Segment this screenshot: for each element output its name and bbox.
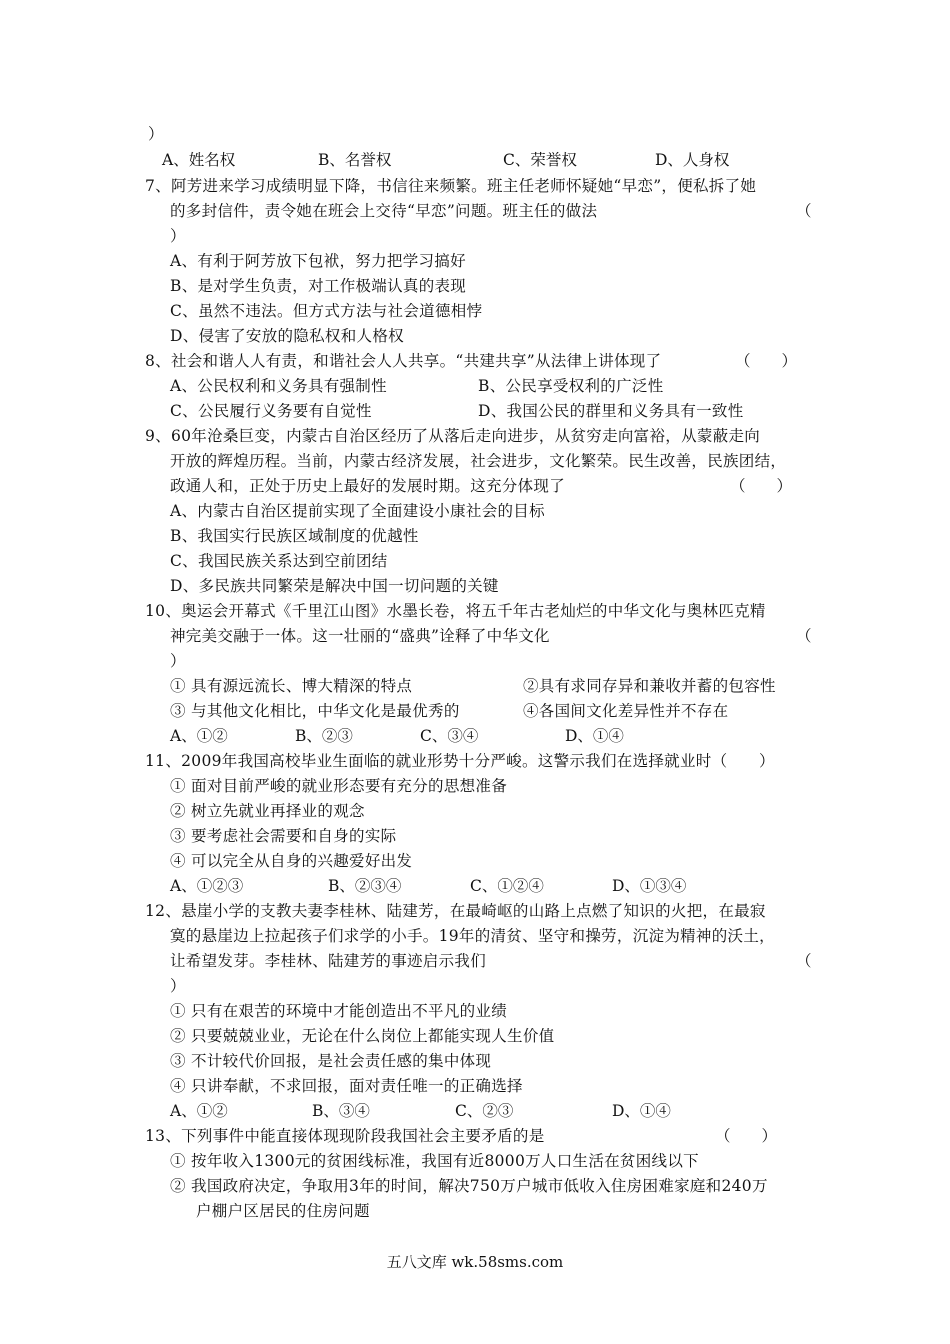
q10-option-c: C、③④ xyxy=(420,727,479,745)
q11-item-2: ② 树立先就业再择业的观念 xyxy=(170,802,365,820)
q11-option-a: A、①②③ xyxy=(170,877,244,895)
q12-item-3: ③ 不计较代价回报，是社会责任感的集中体现 xyxy=(170,1052,492,1070)
q9-line-3: 政通人和，正处于历史上最好的发展时期。这充分体现了 xyxy=(170,477,566,495)
q11-line-1: 11、2009年我国高校毕业生面临的就业形势十分严峻。这警示我们在选择就业时（ ） xyxy=(145,752,775,770)
q12-open-paren: （ xyxy=(796,952,812,970)
page-footer: 五八文库 wk.58sms.com xyxy=(386,1253,564,1271)
q9-paren: （ ） xyxy=(730,477,793,495)
q8-option-c: C、公民履行义务要有自觉性 xyxy=(170,402,372,420)
q9-option-d: D、多民族共同繁荣是解决中国一切问题的关键 xyxy=(170,577,499,595)
q10-close-paren: ） xyxy=(170,652,186,670)
q11-item-1: ① 面对目前严峻的就业形态要有充分的思想准备 xyxy=(170,777,508,795)
q12-close-paren: ） xyxy=(170,977,186,995)
q11-option-b: B、②③④ xyxy=(328,877,402,895)
q8-paren: （ ） xyxy=(735,352,798,370)
q6-option-b: B、名誉权 xyxy=(318,151,392,169)
q9-option-b: B、我国实行民族区域制度的优越性 xyxy=(170,527,419,545)
q13-paren: （ ） xyxy=(715,1127,778,1145)
q6-close-paren: ） xyxy=(148,125,164,143)
q12-item-1: ① 只有在艰苦的环境中才能创造出不平凡的业绩 xyxy=(170,1002,508,1020)
q13-item-2: ② 我国政府决定，争取用3年的时间，解决750万户城市低收入住房困难家庭和240万 xyxy=(170,1177,768,1195)
q6-option-d: D、人身权 xyxy=(655,151,730,169)
q12-option-d: D、①④ xyxy=(612,1102,671,1120)
q10-option-a: A、①② xyxy=(170,727,228,745)
q12-item-2: ② 只要兢兢业业，无论在什么岗位上都能实现人生价值 xyxy=(170,1027,555,1045)
q8-option-b: B、公民享受权利的广泛性 xyxy=(478,377,664,395)
q9-option-c: C、我国民族关系达到空前团结 xyxy=(170,552,388,570)
q9-line-1: 9、60年沧桑巨变，内蒙古自治区经历了从落后走向进步，从贫穷走向富裕，从蒙蔽走向 xyxy=(145,427,761,445)
q10-item-3: ③ 与其他文化相比，中华文化是最优秀的 xyxy=(170,702,460,720)
q8-option-d: D、我国公民的群里和义务具有一致性 xyxy=(478,402,744,420)
q12-item-4: ④ 只讲奉献，不求回报，面对责任唯一的正确选择 xyxy=(170,1077,523,1095)
q10-item-2: ②具有求同存异和兼收并蓄的包容性 xyxy=(523,677,776,695)
q12-option-c: C、②③ xyxy=(455,1102,514,1120)
q8-line-1: 8、社会和谐人人有责，和谐社会人人共享。“共建共享”从法律上讲体现了 xyxy=(145,352,662,370)
q10-item-1: ① 具有源远流长、博大精深的特点 xyxy=(170,677,413,695)
q6-option-a: A、姓名权 xyxy=(162,151,236,169)
q7-option-b: B、是对学生负责，对工作极端认真的表现 xyxy=(170,277,467,295)
q10-line-1: 10、奥运会开幕式《千里江山图》水墨长卷，将五千年古老灿烂的中华文化与奥林匹克精 xyxy=(145,602,766,620)
q7-close-paren: ） xyxy=(170,227,186,245)
q13-item-2-continued: 户棚户区居民的住房问题 xyxy=(196,1202,370,1220)
q12-line-1: 12、悬崖小学的支教夫妻李桂林、陆建芳，在最崎岖的山路上点燃了知识的火把，在最寂 xyxy=(145,902,766,920)
q7-option-c: C、虽然不违法。但方式方法与社会道德相悖 xyxy=(170,302,483,320)
q7-open-paren: （ xyxy=(796,202,812,220)
q12-line-3: 让希望发芽。李桂林、陆建芳的事迹启示我们 xyxy=(170,952,487,970)
q9-option-a: A、内蒙古自治区提前实现了全面建设小康社会的目标 xyxy=(170,502,545,520)
q13-line-1: 13、下列事件中能直接体现现阶段我国社会主要矛盾的是 xyxy=(145,1127,545,1145)
q12-option-a: A、①② xyxy=(170,1102,228,1120)
q12-line-2: 寞的悬崖边上拉起孩子们求学的小手。19年的清贫、坚守和操劳，沉淀为精神的沃土， xyxy=(170,927,775,945)
q6-option-c: C、荣誉权 xyxy=(503,151,577,169)
q7-option-d: D、侵害了安放的隐私权和人格权 xyxy=(170,327,404,345)
q11-item-4: ④ 可以完全从自身的兴趣爱好出发 xyxy=(170,852,413,870)
q7-option-a: A、有利于阿芳放下包袱，努力把学习搞好 xyxy=(170,252,466,270)
q7-line-2: 的多封信件，责令她在班会上交待“早恋”问题。班主任的做法 xyxy=(170,202,598,220)
q11-option-c: C、①②④ xyxy=(470,877,544,895)
q10-item-4: ④各国间文化差异性并不存在 xyxy=(523,702,729,720)
q13-item-1: ① 按年收入1300元的贫困线标准，我国有近8000万人口生活在贫困线以下 xyxy=(170,1152,699,1170)
q10-option-d: D、①④ xyxy=(565,727,624,745)
q7-line-1: 7、阿芳进来学习成绩明显下降，书信往来频繁。班主任老师怀疑她“早恋”，便私拆了她 xyxy=(145,177,757,195)
q12-option-b: B、③④ xyxy=(312,1102,370,1120)
q10-option-b: B、②③ xyxy=(295,727,353,745)
q9-line-2: 开放的辉煌历程。当前，内蒙古经济发展，社会进步，文化繁荣。民生改善，民族团结， xyxy=(170,452,787,470)
q10-line-2: 神完美交融于一体。这一壮丽的“盛典”诠释了中华文化 xyxy=(170,627,550,645)
q11-option-d: D、①③④ xyxy=(612,877,687,895)
q8-option-a: A、公民权利和义务具有强制性 xyxy=(170,377,387,395)
q10-open-paren: （ xyxy=(796,627,812,645)
q11-item-3: ③ 要考虑社会需要和自身的实际 xyxy=(170,827,397,845)
